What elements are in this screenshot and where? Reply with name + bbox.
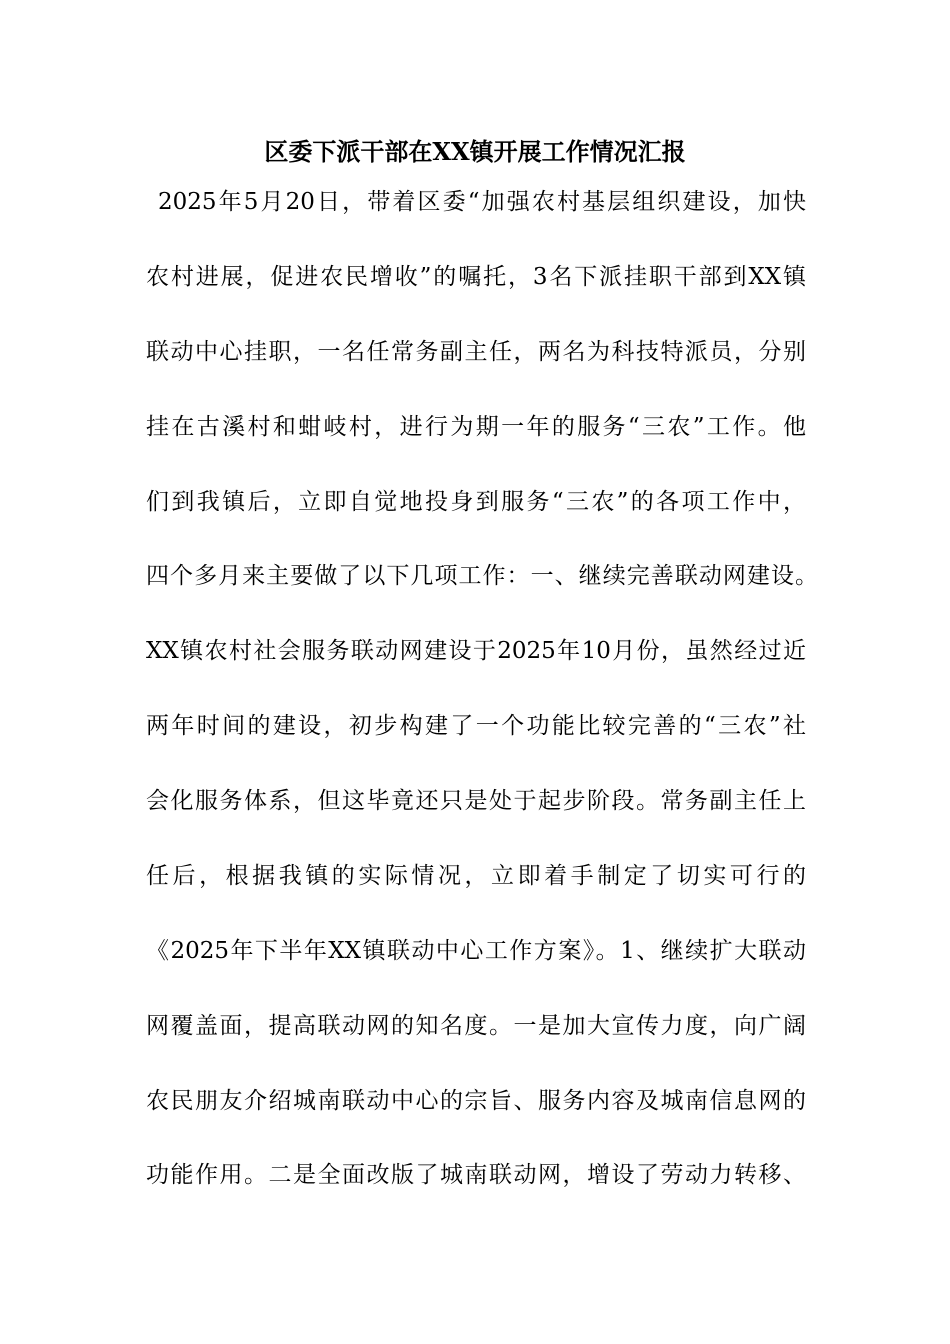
- paragraph-line: 四个多月来主要做了以下几项工作：一、继续完善联动网建设。: [146, 563, 818, 589]
- paragraph-line: 《2025年下半年XX镇联动中心工作方案》。1、继续扩大联动: [146, 938, 806, 964]
- paragraph-line: 联动中心挂职，一名任常务副主任，两名为科技特派员，分别: [146, 339, 806, 365]
- paragraph-line: 农村进展，促进农民增收”的嘱托，3名下派挂职干部到XX镇: [146, 264, 806, 290]
- paragraph-line: 两年时间的建设，初步构建了一个功能比较完善的“三农”社: [146, 713, 806, 739]
- paragraph-line: 任后，根据我镇的实际情况，立即着手制定了切实可行的: [146, 863, 806, 889]
- paragraph-line: 功能作用。二是全面改版了城南联动网，增设了劳动力转移、: [146, 1162, 806, 1188]
- paragraph-line: 农民朋友介绍城南联动中心的宗旨、服务内容及城南信息网的: [146, 1088, 806, 1114]
- paragraph-line: XX镇农村社会服务联动网建设于2025年10月份，虽然经过近: [146, 638, 806, 664]
- paragraph-line: 网覆盖面，提高联动网的知名度。一是加大宣传力度，向广阔: [146, 1013, 806, 1039]
- paragraph-line: 挂在古溪村和蚶岐村，进行为期一年的服务“三农”工作。他: [146, 414, 806, 440]
- paragraph-line: 会化服务体系，但这毕竟还只是处于起步阶段。常务副主任上: [146, 788, 806, 814]
- paragraph-line: 2025年5月20日，带着区委“加强农村基层组织建设，加快: [158, 189, 806, 215]
- paragraph-line: 们到我镇后，立即自觉地投身到服务“三农”的各项工作中，: [146, 489, 806, 515]
- document-title: 区委下派干部在XX镇开展工作情况汇报: [264, 137, 686, 166]
